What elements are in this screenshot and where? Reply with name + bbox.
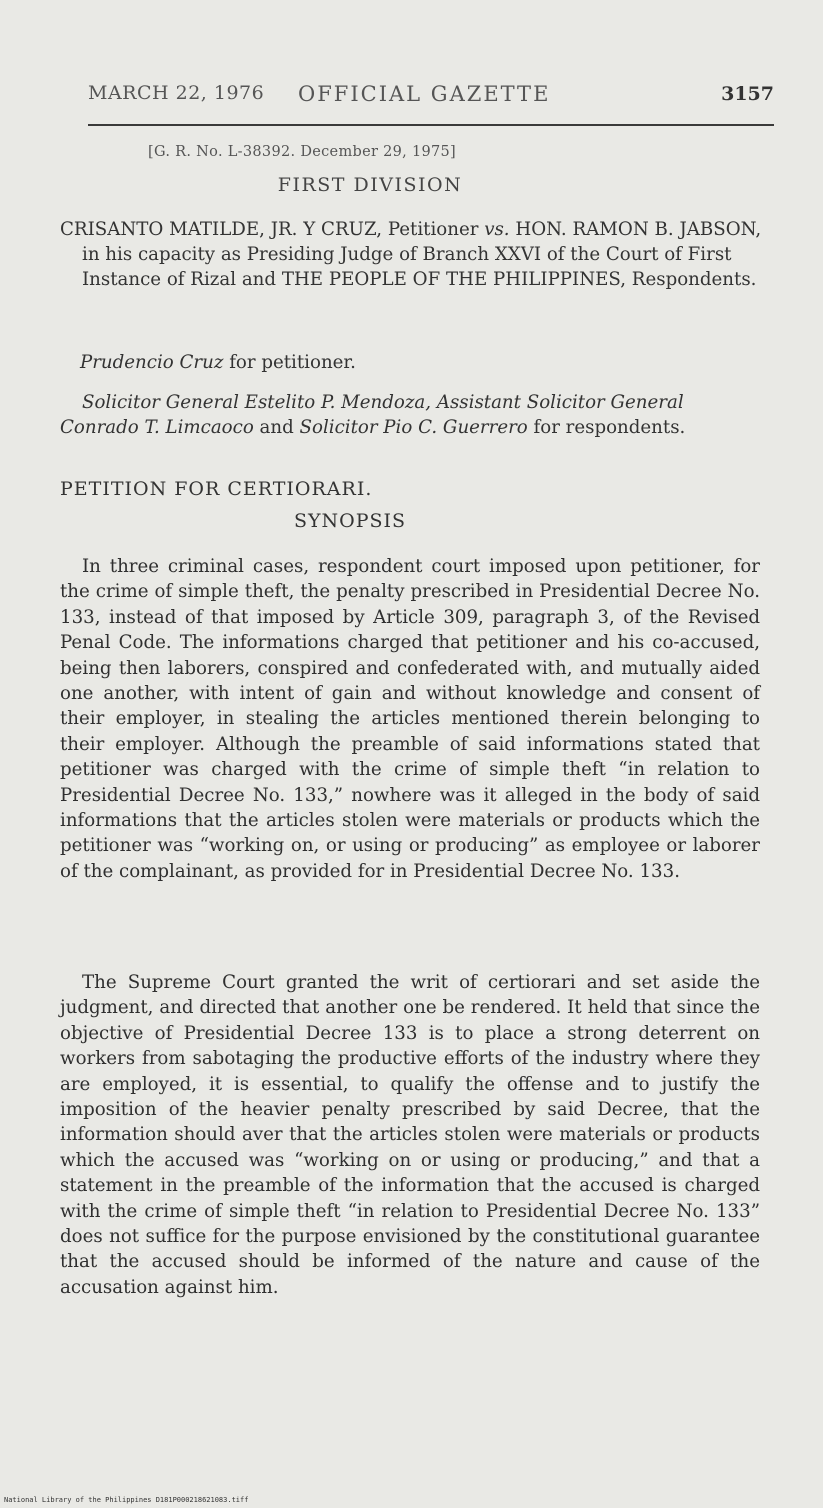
synopsis-heading: SYNOPSIS [293,510,407,532]
petitioner-role: Petitioner [382,219,485,240]
division-heading: FIRST DIVISION [277,174,463,196]
counsel-petitioner-name: Prudencio Cruz [80,352,224,373]
petitioner-name: CRISANTO MATILDE, JR. Y CRUZ, [60,219,383,240]
header-rule [88,124,774,126]
synopsis-paragraph-2: The Supreme Court granted the writ of certiorari and set aside the judgment, and directed that another one be rendered. It held that since the objective of Presidential Decree 133 is to place a strong deterrent on workers from sabotaging the productive efforts of the industry where they are employed, it is essential, to qualify the offense and to justify the imposition of the heavier penalty prescribed by said Decree, that the information should aver that the articles stolen were materials or products which the accused was “working on or using or producing,” and that a statement in the preamble of the information that the accused is charged with the crime of simple theft “in relation to Presidential Decree No. 133” does not suffice for the purpose envisioned by the constitutional guarantee that the accused should be informed of the nature and cause of the accusation against him. [60,972,760,1298]
case-parties [60,217,782,292]
respondents-role: Respondents. [626,269,757,290]
petition-type: PETITION FOR CERTIORARI. [60,478,373,500]
header-title: OFFICIAL GAZETTE [298,82,551,106]
counsel-respondents-role: for respondents. [527,417,686,438]
page-header [88,82,774,116]
respondent-description: in his capacity as Presiding Judge of Branch XXVI of the Court of First Instance of Rizal and [82,244,732,290]
respondent-name: HON. RAMON B. JABSON, [509,219,762,240]
counsel-respondents [60,390,760,440]
counsel-petitioner-role: for petitioner. [223,352,356,373]
counsel-petitioner [80,350,780,375]
gr-number: [G. R. No. L-38392. December 29, 1975] [148,144,457,160]
synopsis-paragraph-1: In three criminal cases, respondent court imposed upon petitioner, for the crime of simple theft, the penalty prescribed in Presidential Decree No. 133, instead of that imposed by Article 309, paragraph 3, of the Revised Penal Code. The informations charged that petitioner and his co-accused, being then laborers, conspired and confederated with, and mutually aided one another, with intent of gain and without knowledge and consent of their employer, in stealing the articles mentioned therein belonging to their employer. Although the preamble of said informations stated that petitioner was charged with the crime of simple theft “in relation to Presidential Decree No. 133,” nowhere was it alleged in the body of said informations that the articles stolen were materials or products which the petitioner was “working on, or using or producing” as employee or laborer of the complainant, as provided for in Presidential Decree No. 133. [60,556,760,882]
people-of-philippines: THE PEOPLE OF THE PHILIPPINES, [281,269,627,290]
counsel-respondents-name2: Solicitor Pio C. Guerrero [299,417,528,438]
counsel-respondents-and: and [253,417,300,438]
counsel-respondents-name1: Solicitor General Estelito P. Mendoza, Assistant Solicitor General Conrado T. Limcaoco [60,392,684,438]
versus: vs. [484,219,510,240]
page-number: 3157 [721,83,774,105]
header-date: MARCH 22, 1976 [88,82,265,104]
scan-footer: National Library of the Philippines D181P000218621083.tiff [4,1496,249,1504]
